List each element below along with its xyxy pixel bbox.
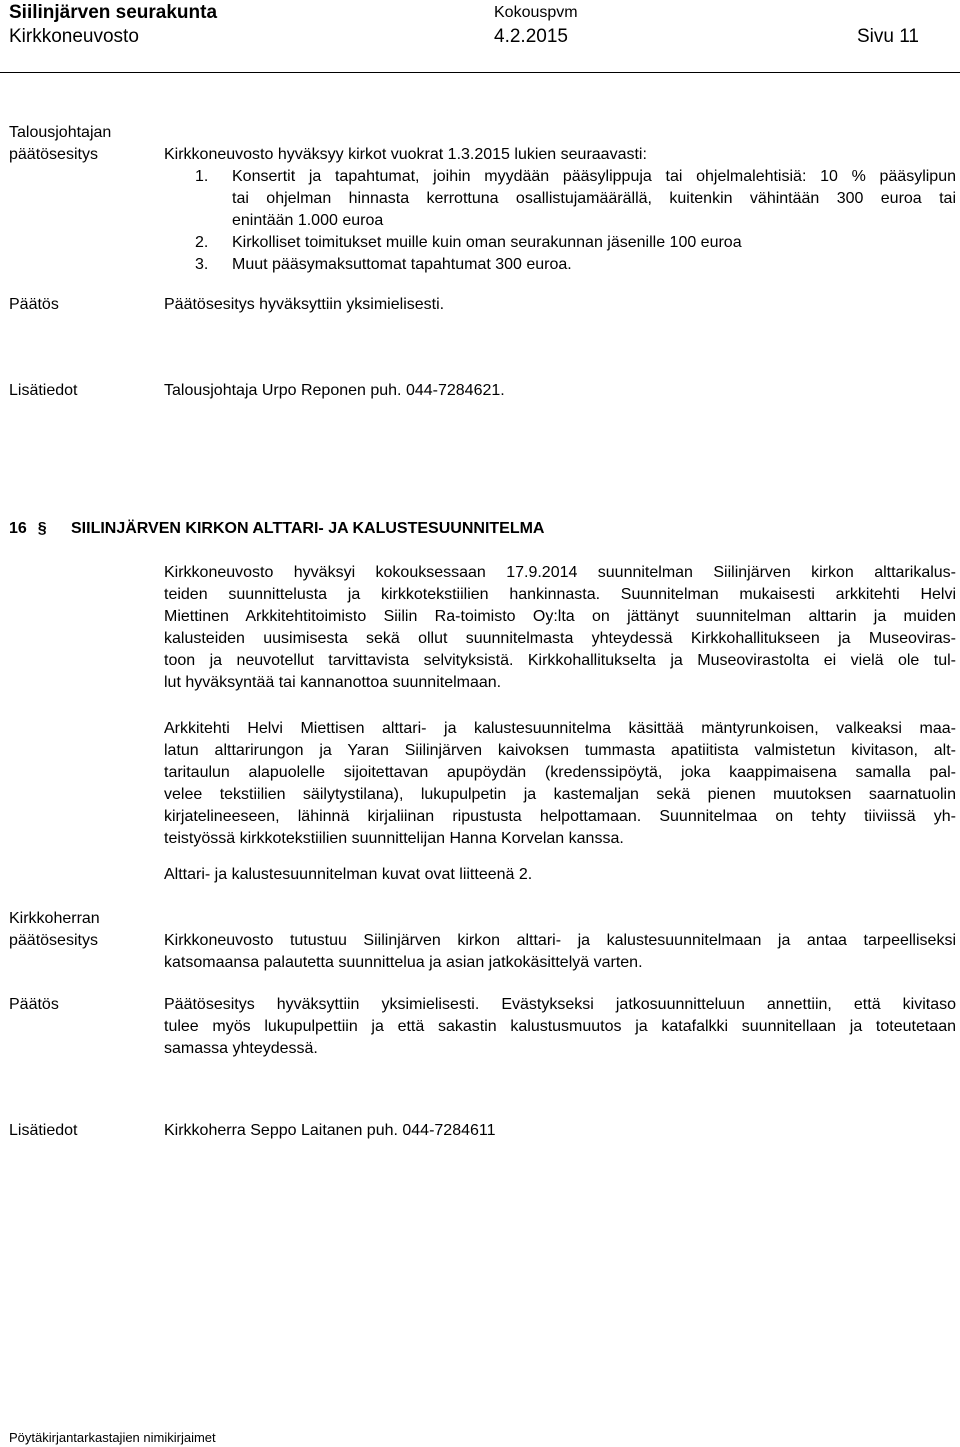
label-cfo-proposal — [9, 122, 111, 166]
attachment-note: Alttari- ja kalustesuunnitelman kuvat ovat liitteenä 2. — [164, 866, 533, 883]
paragraph-line: tulee myös lukupulpettiin ja että sakastin kalustusmuutos ja katafalkki suunnitellaan ja toteutetaan — [164, 1018, 956, 1035]
list-number: 3. — [195, 256, 209, 273]
paragraph-line: kalusteiden uusimisesta sekä ollut suunnitelmasta yhteydessä Kirkkohallitukseen ja Museoviras- — [164, 630, 956, 647]
org-name: Siilinjärven seurakunta — [9, 2, 218, 23]
info-text: Kirkkoherra Seppo Laitanen puh. 044-7284611 — [164, 1122, 496, 1139]
paragraph-line: samassa yhteydessä. — [164, 1040, 318, 1057]
label-vicar-proposal — [9, 908, 100, 952]
paragraph-line: teistyössä kirkkotekstiilien suunnittelijan Hanna Korvelan kanssa. — [164, 830, 624, 847]
label-line: päätösesitys — [9, 932, 98, 949]
list-item — [164, 232, 956, 254]
decision-text: Päätösesitys hyväksyttiin yksimielisesti. — [164, 296, 445, 313]
label-line: päätösesitys — [9, 146, 98, 163]
list-number: 2. — [195, 234, 209, 251]
section-title: SIILINJÄRVEN KIRKON ALTTARI- JA KALUSTESUUNNITELMA — [71, 520, 545, 537]
section-symbol: § — [37, 520, 47, 537]
label-line: Talousjohtajan — [9, 124, 112, 141]
list-line: enintään 1.000 euroa — [232, 212, 384, 229]
paragraph-line: taritaulun alapuolelle sijoitettavan apupöydän (kredenssipöytä, joka kaappimaisena samalla pal- — [164, 764, 956, 781]
list-item — [164, 166, 956, 232]
footer-initials: Pöytäkirjantarkastajien nimikirjaimet — [9, 1430, 216, 1445]
paragraph-line: toon ja neuvotellut tarvittavista selvityksistä. Kirkkohallitukselta ja Museovirastolta ei vielä ole tul- — [164, 652, 956, 669]
label-decision: Päätös — [9, 296, 59, 313]
section-heading — [9, 520, 545, 538]
paragraph-line: velee tekstiilien säilytystilana), lukupulpetin ja kastemaljan sekä pienen muutoksen saarnatuolin — [164, 786, 956, 803]
header-divider — [0, 72, 960, 73]
list-item — [164, 254, 956, 276]
paragraph-line: kirjatelineeseen, lähinnä kirjaliinan ripustusta helpottamaan. Suunnitelmaa on tehty tiiviissä yh- — [164, 808, 956, 825]
design-paragraph — [164, 718, 956, 850]
paragraph-line: teiden suunnittelusta ja kirkkotekstiilien hankinnasta. Suunnitelman mukaisesti arkkitehti Helvi — [164, 586, 956, 603]
label-line: Kirkkoherran — [9, 910, 100, 927]
proposal-intro: Kirkkoneuvosto hyväksyy kirkot vuokrat 1.3.2015 lukien seuraavasti: — [164, 146, 647, 163]
list-number: 1. — [195, 168, 209, 185]
label-info: Lisätiedot — [9, 382, 78, 399]
paragraph-line: Arkkitehti Helvi Miettisen alttari- ja kalustesuunnitelma käsittää mäntyrunkoisen, valkeaksi maa- — [164, 720, 956, 737]
list-line: Muut pääsymaksuttomat tapahtumat 300 euroa. — [232, 256, 572, 273]
meeting-date: 4.2.2015 — [494, 26, 568, 47]
cfo-proposal — [164, 144, 956, 276]
info-text: Talousjohtaja Urpo Reponen puh. 044-7284621. — [164, 382, 505, 399]
paragraph-line: latun alttarirungon ja Yaran Siilinjärven kaivoksen tummasta apatiitista valmistetun kivitason, alt- — [164, 742, 956, 759]
list-line: tai ohjelman hinnasta kerrottuna osallistujamäärällä, kuitenkin vähintään 300 euroa tai — [232, 190, 956, 207]
label-info: Lisätiedot — [9, 1122, 78, 1139]
paragraph-line: Miettinen Arkkitehtitoimisto Siilin Ra-toimisto Oy:lta on jättänyt suunnitelman alttarin ja muiden — [164, 608, 956, 625]
paragraph-line: lut hyväksyntää tai kannanottoa suunnitelmaan. — [164, 674, 502, 691]
background-paragraph — [164, 562, 956, 694]
paragraph-line: Kirkkoneuvosto hyväksyi kokouksessaan 17.9.2014 suunnitelman Siilinjärven kirkon alttarikalus- — [164, 564, 956, 581]
paragraph-line: Kirkkoneuvosto tutustuu Siilinjärven kirkon alttari- ja kalustesuunnitelmaan ja antaa tarpeelliseksi — [164, 932, 956, 949]
label-decision: Päätös — [9, 996, 59, 1013]
paragraph-line: katsomaansa palautetta suunnittelua ja asian jatkokäsittelyä varten. — [164, 954, 643, 971]
paragraph-line: Päätösesitys hyväksyttiin yksimielisesti. Evästykseksi jatkosuunnitteluun annettiin, että kivitaso — [164, 996, 956, 1013]
list-line: Konsertit ja tapahtumat, joihin myydään pääsylippuja tai ohjelmalehtisiä: 10 % pääsylipun — [232, 168, 956, 185]
decision-text — [164, 994, 956, 1060]
body-name: Kirkkoneuvosto — [9, 26, 139, 47]
date-label: Kokouspvm — [494, 4, 578, 21]
vicar-proposal — [164, 930, 956, 974]
list-line: Kirkolliset toimitukset muille kuin oman seurakunnan jäsenille 100 euroa — [232, 234, 742, 251]
section-number: 16 — [9, 520, 27, 537]
page-number: Sivu 11 — [857, 26, 919, 47]
